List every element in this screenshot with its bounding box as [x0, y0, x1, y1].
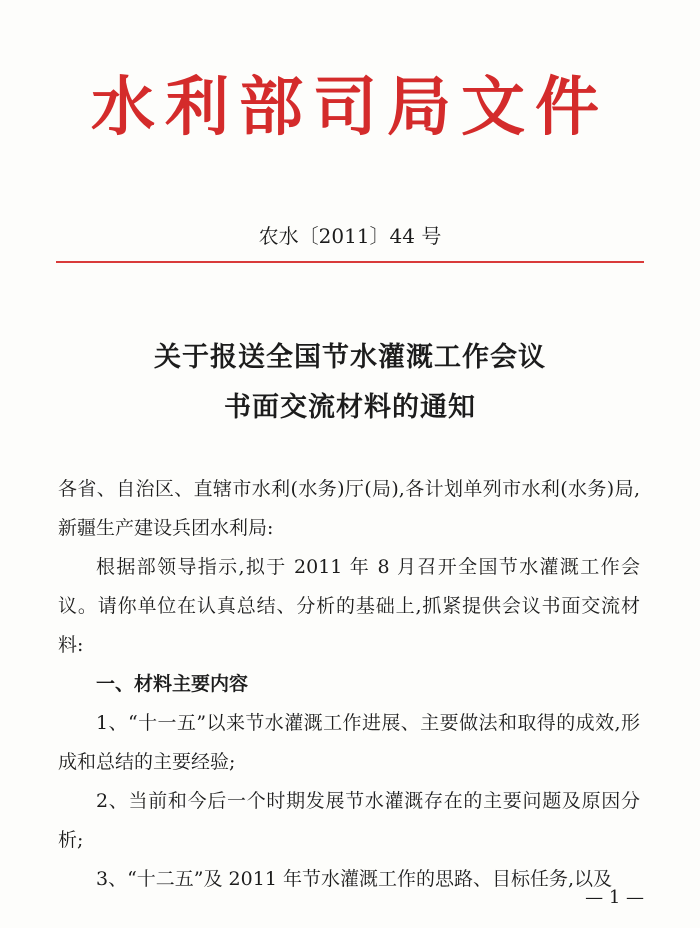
list-item-1: 1、“十一五”以来节水灌溉工作进展、主要做法和取得的成效,形成和总结的主要经验; [58, 712, 640, 773]
notice-body [58, 470, 640, 899]
notice-title-line-2: 书面交流材料的通知 [224, 392, 476, 423]
header-red-rule [56, 261, 644, 263]
notice-title [0, 333, 700, 433]
document-number: 农水〔2011〕44 号 [258, 224, 442, 248]
intro-paragraph: 根据部领导指示,拟于 2011 年 8 月召开全国节水灌溉工作会议。请你单位在认真总结、分析的基础上,抓紧提供会议书面交流材料: [58, 556, 640, 656]
addressee-paragraph: 各省、自治区、直辖市水利(水务)厅(局),各计划单列市水利(水务)局,新疆生产建设兵团水利局: [58, 478, 640, 539]
list-item-3: 3、“十二五”及 2011 年节水灌溉工作的思路、目标任务,以及 [96, 868, 612, 890]
section-heading-1: 一、材料主要内容 [96, 673, 249, 695]
notice-title-line-1: 关于报送全国节水灌溉工作会议 [154, 342, 546, 373]
document-header-title: 水利部司局文件 [91, 71, 609, 145]
page-number: — 1 — [585, 887, 644, 908]
list-item-2: 2、当前和今后一个时期发展节水灌溉存在的主要问题及原因分析; [58, 790, 640, 851]
